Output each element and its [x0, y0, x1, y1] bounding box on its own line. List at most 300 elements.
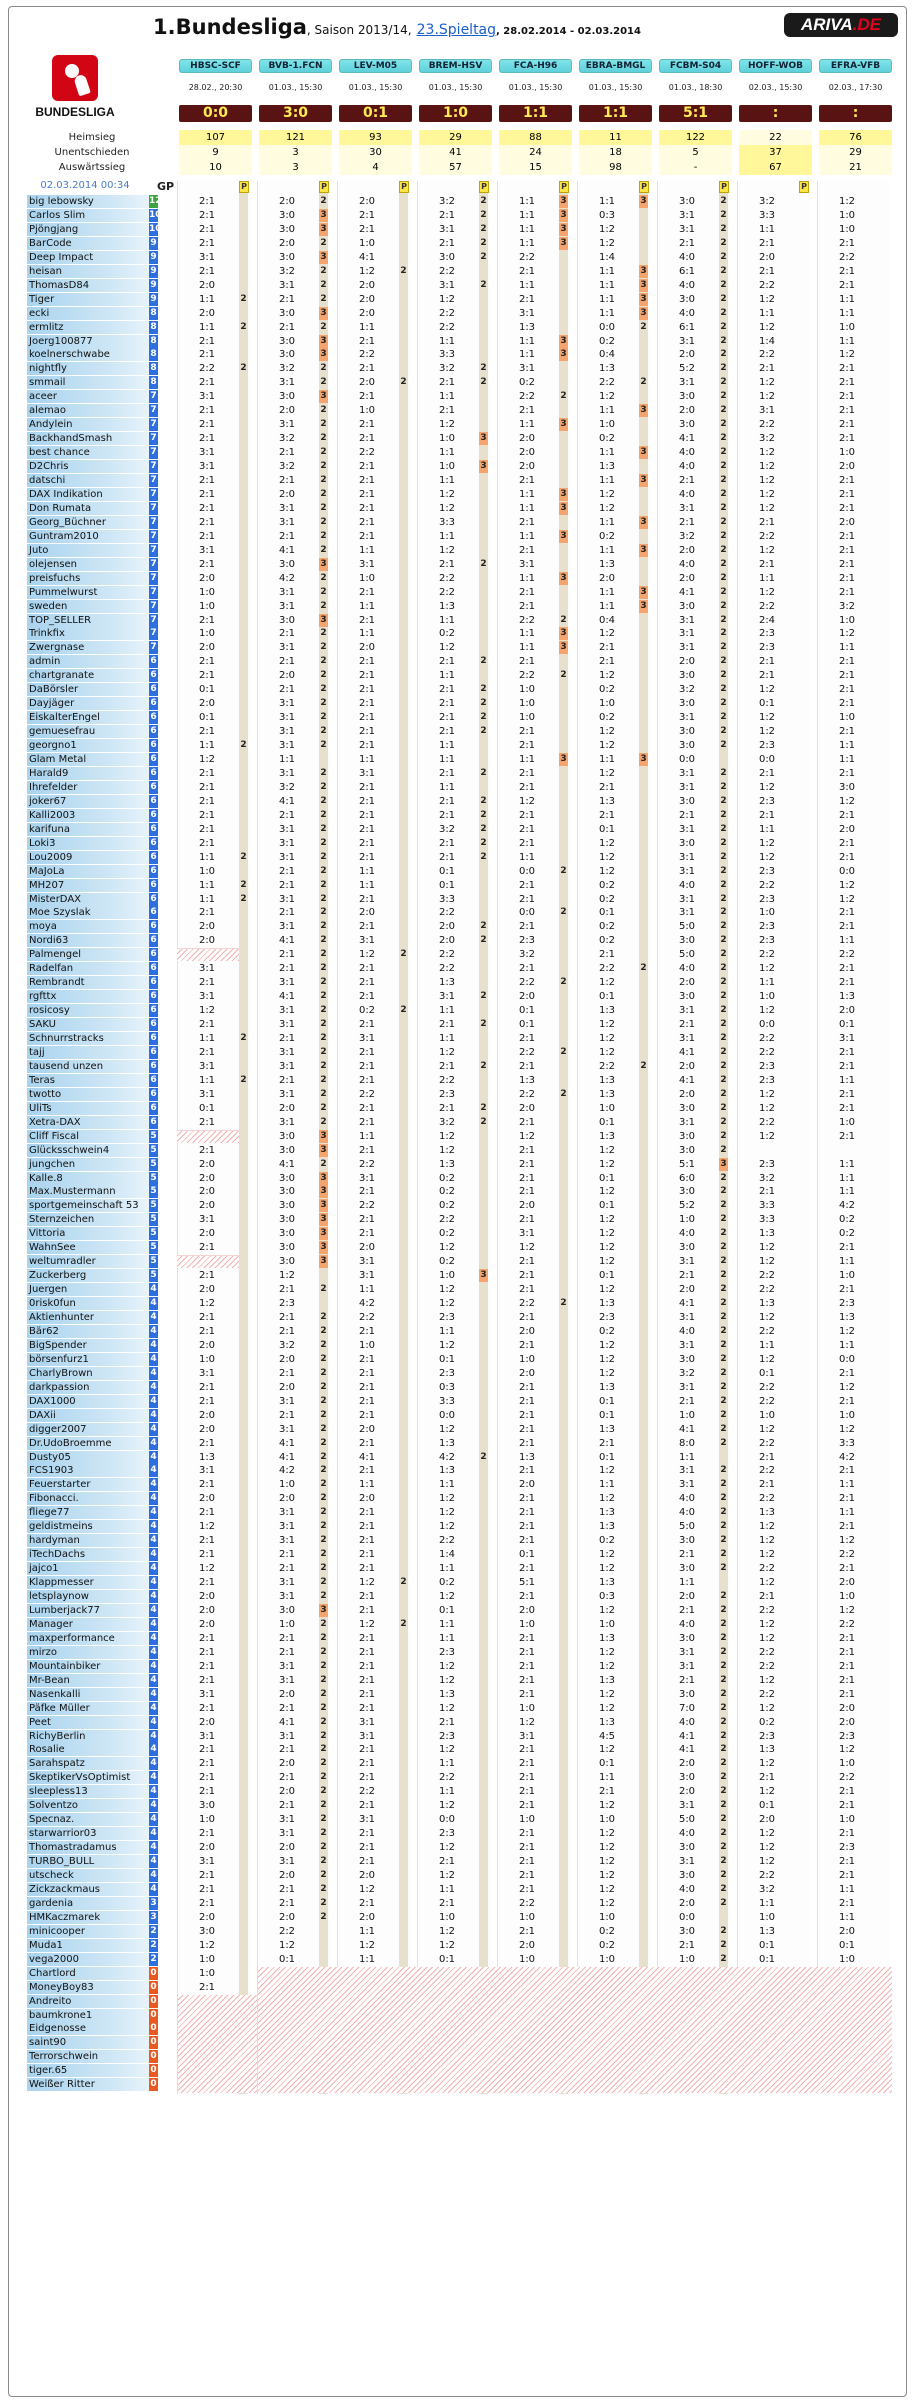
tip-value: 0:1: [838, 1019, 856, 1030]
tip-value: 1:1: [838, 642, 856, 653]
tip-value: 1:0: [838, 712, 856, 723]
tip-value: 1:0: [358, 405, 376, 416]
tip-points: 2: [320, 1591, 327, 1601]
player-name[interactable]: Dusty05: [27, 1451, 149, 1464]
player-name[interactable]: TURBO_BULL: [27, 1855, 149, 1868]
player-name[interactable]: georgno1: [27, 739, 149, 752]
tip-value: 0:2: [438, 1228, 456, 1239]
tip-value: 2:1: [358, 670, 376, 681]
player-name[interactable]: WahnSee: [27, 1241, 149, 1254]
tip-points: 2: [320, 935, 327, 945]
player-name[interactable]: Lumberjack77: [27, 1604, 149, 1617]
tip-value: 3:1: [278, 1089, 296, 1100]
player-points: 4: [150, 1884, 157, 1894]
tip-value: 0:2: [838, 1228, 856, 1239]
tip-value: 3:1: [358, 559, 376, 570]
player-name[interactable]: maxperformance: [27, 1632, 149, 1645]
tip-points: [559, 1688, 568, 1701]
tip-value: 2:1: [198, 238, 216, 249]
tip-value: 3:0: [678, 740, 696, 751]
player-name[interactable]: 0risk0fun: [27, 1297, 149, 1310]
player-name[interactable]: Chartlord: [27, 1967, 149, 1980]
player-name[interactable]: DAX Indikation: [27, 488, 149, 501]
player-name[interactable]: börsenfurz1: [27, 1353, 149, 1366]
player-name[interactable]: Glam Metal: [27, 753, 149, 766]
player-name[interactable]: Eidgenosse: [27, 2022, 149, 2035]
tip-value: 2:1: [678, 475, 696, 486]
tip-points: [639, 697, 648, 710]
player-name[interactable]: moya: [27, 920, 149, 933]
tip-points: [559, 1646, 568, 1659]
player-name[interactable]: Joerg100877: [27, 335, 149, 348]
tip-value: 3:1: [678, 336, 696, 347]
tip-value: 1:2: [758, 1828, 776, 1839]
tip-value: 1:2: [438, 1145, 456, 1156]
tip-value: 1:2: [598, 1354, 616, 1365]
player-name[interactable]: Teras: [27, 1074, 149, 1087]
player-name[interactable]: SkeptikerVsOptimist: [27, 1771, 149, 1784]
player-points: 8: [150, 377, 157, 387]
player-name[interactable]: baumkrone1: [27, 2009, 149, 2022]
tip-value: 1:1: [838, 935, 856, 946]
date-range: , 28.02.2014 - 02.03.2014: [496, 26, 641, 37]
tip-points: [399, 1325, 408, 1338]
player-name[interactable]: jajco1: [27, 1562, 149, 1575]
tip-value: 1:2: [758, 475, 776, 486]
tip-value: 1:3: [598, 1521, 616, 1532]
tip-value: 2:3: [278, 1298, 296, 1309]
tip-points: 2: [320, 1661, 327, 1671]
player-name[interactable]: TOP_SELLER: [27, 614, 149, 627]
player-name[interactable]: Glücksschwein4: [27, 1144, 149, 1157]
player-name[interactable]: ThomasD84: [27, 279, 149, 292]
tip-value: 3:0: [678, 1186, 696, 1197]
player-name[interactable]: best chance: [27, 446, 149, 459]
tip-points: [639, 1437, 648, 1450]
tip-points: 2: [320, 712, 327, 722]
player-name[interactable]: Bär62: [27, 1325, 149, 1338]
tip-value: 2:0: [278, 1786, 296, 1797]
player-name[interactable]: Dr.UdoBroemme: [27, 1437, 149, 1450]
player-name[interactable]: Zwergnase: [27, 641, 149, 654]
player-name[interactable]: Mr-Bean: [27, 1674, 149, 1687]
player-points: 4: [150, 1452, 157, 1462]
match-header-3[interactable]: BREM-HSV: [419, 59, 492, 73]
player-name[interactable]: datschi: [27, 474, 149, 487]
player-name[interactable]: Ihrefelder: [27, 781, 149, 794]
player-row: [9, 1632, 907, 1645]
tip-points: [639, 711, 648, 724]
player-name[interactable]: saint90: [27, 2036, 149, 2049]
player-points: 4: [150, 1493, 157, 1503]
player-name[interactable]: Cliff Fiscal: [27, 1130, 149, 1143]
tip-value: 4:0: [678, 489, 696, 500]
player-name[interactable]: sleepless13: [27, 1785, 149, 1798]
tip-value: 1:1: [598, 1479, 616, 1490]
tip-points: [399, 1855, 408, 1868]
player-points: 7: [150, 489, 157, 499]
player-name[interactable]: Feuerstarter: [27, 1478, 149, 1491]
tip-value: 2:3: [758, 642, 776, 653]
tip-value: 1:1: [358, 1131, 376, 1142]
player-name[interactable]: Lou2009: [27, 851, 149, 864]
player-name[interactable]: Solventzo: [27, 1799, 149, 1812]
player-name[interactable]: ermlitz: [27, 321, 149, 334]
player-name[interactable]: Weißer Ritter: [27, 2078, 149, 2091]
player-name[interactable]: chartgranate: [27, 669, 149, 682]
player-name[interactable]: Pummelwurst: [27, 586, 149, 599]
player-name[interactable]: MisterDAX: [27, 893, 149, 906]
player-name[interactable]: Andylein: [27, 418, 149, 431]
tip-value: 6:1: [678, 322, 696, 333]
tip-value: 1:1: [838, 1173, 856, 1184]
player-name[interactable]: minicooper: [27, 1925, 149, 1938]
tip-points: 2: [320, 852, 327, 862]
tip-points: [559, 1855, 568, 1868]
tip-points: [239, 1367, 248, 1380]
player-name[interactable]: Juto: [27, 544, 149, 557]
tip-points: [399, 851, 408, 864]
tip-value: 2:1: [198, 1479, 216, 1490]
tip-points: [639, 1841, 648, 1854]
tip-value: 3:1: [278, 698, 296, 709]
player-name[interactable]: DAXii: [27, 1409, 149, 1422]
player-name[interactable]: Dayjäger: [27, 697, 149, 710]
player-name[interactable]: smmail: [27, 376, 149, 389]
player-name[interactable]: gardenia: [27, 1897, 149, 1910]
tip-value: 1:2: [758, 461, 776, 472]
tip-value: 1:1: [518, 489, 536, 500]
player-name[interactable]: Andreito: [27, 1995, 149, 2008]
player-name[interactable]: Max.Mustermann: [27, 1185, 149, 1198]
tip-points: [239, 990, 248, 1003]
player-name[interactable]: CharlyBrown: [27, 1367, 149, 1380]
tip-points: [399, 906, 408, 919]
player-name[interactable]: Peet: [27, 1716, 149, 1729]
player-name[interactable]: MoneyBoy83: [27, 1981, 149, 1994]
tip-value: 1:2: [598, 866, 616, 877]
tip-points: [479, 321, 488, 334]
tip-value: 0:1: [758, 1800, 776, 1811]
match-header-1[interactable]: BVB-1.FCN: [259, 59, 332, 73]
player-name[interactable]: Muda1: [27, 1939, 149, 1952]
tip-points: 2: [720, 880, 727, 890]
tip-points: 2: [320, 921, 327, 931]
tip-points: [239, 307, 248, 320]
tip-points: [479, 265, 488, 278]
tip-value: 4:1: [678, 1047, 696, 1058]
player-name[interactable]: Klappmesser: [27, 1576, 149, 1589]
player-name[interactable]: rgfttx: [27, 990, 149, 1003]
match-header-7[interactable]: HOFF-WOB: [739, 59, 812, 73]
player-name[interactable]: preisfuchs: [27, 572, 149, 585]
player-name[interactable]: Aktienhunter: [27, 1311, 149, 1324]
player-name[interactable]: Rosalie: [27, 1743, 149, 1756]
tip-points: 2: [320, 698, 327, 708]
player-name[interactable]: Zickzackmaus: [27, 1883, 149, 1896]
player-name[interactable]: Thomastradamus: [27, 1841, 149, 1854]
player-points: 3: [150, 1898, 157, 1908]
tip-points: [239, 1841, 248, 1854]
tip-points: [399, 348, 408, 361]
tip-value: 1:2: [438, 1131, 456, 1142]
player-name[interactable]: darkpassion: [27, 1381, 149, 1394]
tip-points: [559, 1618, 568, 1631]
tip-points: 3: [640, 266, 647, 276]
player-name[interactable]: big lebowsky: [27, 195, 149, 208]
player-name[interactable]: Radelfan: [27, 962, 149, 975]
player-name[interactable]: Moe Szyslak: [27, 906, 149, 919]
tip-points: 2: [720, 796, 727, 806]
player-name[interactable]: Loki3: [27, 837, 149, 850]
tip-points: [239, 1757, 248, 1770]
tip-value: 1:1: [598, 517, 616, 528]
player-name[interactable]: rosicosy: [27, 1004, 149, 1017]
player-name[interactable]: karifuna: [27, 823, 149, 836]
player-name[interactable]: Sarahspatz: [27, 1757, 149, 1770]
player-name[interactable]: Nordi63: [27, 934, 149, 947]
player-name[interactable]: Tiger: [27, 293, 149, 306]
tip-value: 2:2: [758, 1465, 776, 1476]
player-name[interactable]: jungchen: [27, 1158, 149, 1171]
tip-value: 3:0: [678, 1103, 696, 1114]
player-name[interactable]: Kalli2003: [27, 809, 149, 822]
player-name[interactable]: Fibonacci.: [27, 1492, 149, 1505]
player-row: [9, 265, 907, 278]
tip-points: [559, 683, 568, 696]
tip-value: 3:1: [278, 824, 296, 835]
player-row: [9, 1674, 907, 1687]
player-name[interactable]: Don Rumata: [27, 502, 149, 515]
tip-points: 2: [720, 1214, 727, 1224]
player-name[interactable]: Pjöngjang: [27, 223, 149, 236]
points-header: P: [239, 181, 249, 193]
player-points: 4: [150, 1633, 157, 1643]
player-name[interactable]: MaJoLa: [27, 865, 149, 878]
player-name[interactable]: tajj: [27, 1046, 149, 1059]
player-name[interactable]: Harald9: [27, 767, 149, 780]
player-name[interactable]: ecki: [27, 307, 149, 320]
tip-value: 3:1: [678, 503, 696, 514]
player-name[interactable]: EiskalterEngel: [27, 711, 149, 724]
tip-value: 2:1: [438, 838, 456, 849]
tip-points: [479, 1841, 488, 1854]
player-name[interactable]: Carlos Slim: [27, 209, 149, 222]
player-name[interactable]: alemao: [27, 404, 149, 417]
tip-value: 2:0: [198, 1717, 216, 1728]
match-header-2[interactable]: LEV-M05: [339, 59, 412, 73]
player-name[interactable]: Schnurrstracks: [27, 1032, 149, 1045]
tip-points: [399, 1841, 408, 1854]
player-name[interactable]: Palmengel: [27, 948, 149, 961]
player-name[interactable]: utscheck: [27, 1869, 149, 1882]
player-name[interactable]: hardyman: [27, 1534, 149, 1547]
player-name[interactable]: Manager: [27, 1618, 149, 1631]
ariva-logo[interactable]: [784, 13, 898, 37]
player-name[interactable]: geldistmeins: [27, 1520, 149, 1533]
tip-points: 2: [480, 838, 487, 848]
tip-value: 3:1: [678, 1647, 696, 1658]
tip-points: 2: [720, 475, 727, 485]
player-name[interactable]: RichyBerlin: [27, 1730, 149, 1743]
match-header-8[interactable]: EFRA-VFB: [819, 59, 892, 73]
tip-value: 4:0: [678, 880, 696, 891]
player-name[interactable]: gemuesefrau: [27, 725, 149, 738]
player-name[interactable]: SAKU: [27, 1018, 149, 1031]
player-name[interactable]: MH207: [27, 879, 149, 892]
tip-value: 2:1: [838, 838, 856, 849]
player-name[interactable]: BackhandSmash: [27, 432, 149, 445]
match-header-4[interactable]: FCA-H96: [499, 59, 572, 73]
player-name[interactable]: joker67: [27, 795, 149, 808]
player-name[interactable]: heisan: [27, 265, 149, 278]
tip-points: [399, 1813, 408, 1826]
tip-value: 2:1: [198, 1870, 216, 1881]
player-points: 7: [150, 587, 157, 597]
tip-value: 2:2: [758, 531, 776, 542]
match-header-5[interactable]: EBRA-BMGL: [579, 59, 652, 73]
player-name[interactable]: letsplaynow: [27, 1590, 149, 1603]
player-name[interactable]: Deep Impact: [27, 251, 149, 264]
tip-value: 0:0: [438, 1814, 456, 1825]
tip-points: [239, 711, 248, 724]
tip-points: 3: [640, 405, 647, 415]
player-name[interactable]: D2Chris: [27, 460, 149, 473]
tip-value: 1:1: [438, 615, 456, 626]
tip-value: 2:2: [438, 573, 456, 584]
player-name[interactable]: Juergen: [27, 1283, 149, 1296]
tip-value: 1:2: [758, 294, 776, 305]
player-name[interactable]: Vittoria: [27, 1227, 149, 1240]
player-row: [9, 1018, 907, 1031]
player-name[interactable]: sportgemeinschaft 53: [27, 1199, 149, 1212]
player-points: 7: [150, 545, 157, 555]
player-name[interactable]: twotto: [27, 1088, 149, 1101]
match-header-0[interactable]: HBSC-SCF: [179, 59, 252, 73]
tip-points: [559, 1116, 568, 1129]
player-name[interactable]: koelnerschwabe: [27, 348, 149, 361]
player-name[interactable]: HMKaczmarek: [27, 1911, 149, 1924]
tip-value: 1:2: [598, 238, 616, 249]
player-name[interactable]: Sternzeichen: [27, 1213, 149, 1226]
player-name[interactable]: DAX1000: [27, 1395, 149, 1408]
tip-value: 1:2: [598, 1828, 616, 1839]
tip-points: [479, 1813, 488, 1826]
tip-points: 2: [720, 433, 727, 443]
tip-value: 1:2: [198, 1563, 216, 1574]
player-name[interactable]: digger2007: [27, 1423, 149, 1436]
tip-value: 3:1: [278, 1424, 296, 1435]
tip-value: 2:1: [678, 1605, 696, 1616]
tip-points: [399, 725, 408, 738]
player-name[interactable]: tiger.65: [27, 2064, 149, 2077]
player-name[interactable]: Zuckerberg: [27, 1269, 149, 1282]
player-name[interactable]: fliege77: [27, 1506, 149, 1519]
tip-value: 3:1: [198, 991, 216, 1002]
tip-value: 2:1: [518, 1926, 536, 1937]
player-row: [9, 335, 907, 348]
tip-value: 3:1: [678, 628, 696, 639]
player-name[interactable]: Georg_Büchner: [27, 516, 149, 529]
tip-points: 2: [320, 1354, 327, 1364]
match-header-6[interactable]: FCBM-S04: [659, 59, 732, 73]
player-name[interactable]: Specnaz.: [27, 1813, 149, 1826]
player-name[interactable]: starwarrior03: [27, 1827, 149, 1840]
tip-value: 3:0: [678, 670, 696, 681]
player-name[interactable]: Nasenkalli: [27, 1688, 149, 1701]
tip-value: 2:2: [518, 977, 536, 988]
player-name[interactable]: tausend unzen: [27, 1060, 149, 1073]
tip-points: 2: [720, 1898, 727, 1908]
match-date: 02.03., 15:30: [748, 83, 803, 92]
tip-value: 3:0: [278, 210, 296, 221]
player-name[interactable]: UliTs: [27, 1102, 149, 1115]
tip-value: 1:2: [598, 489, 616, 500]
tip-points: [479, 1632, 488, 1645]
player-name[interactable]: weltumradler: [27, 1255, 149, 1268]
player-name[interactable]: Terrorschwein: [27, 2050, 149, 2063]
player-points: 6: [150, 991, 157, 1001]
player-name[interactable]: olejensen: [27, 558, 149, 571]
player-name[interactable]: Guntram2010: [27, 530, 149, 543]
tip-points: 2: [720, 1061, 727, 1071]
tip-value: 1:2: [758, 782, 776, 793]
player-name[interactable]: mirzo: [27, 1646, 149, 1659]
player-name[interactable]: Rembrandt: [27, 976, 149, 989]
player-points: 5: [150, 1186, 157, 1196]
player-name[interactable]: FCS1903: [27, 1464, 149, 1477]
tip-value: 2:2: [598, 963, 616, 974]
player-name[interactable]: admin: [27, 655, 149, 668]
tip-value: 2:2: [358, 447, 376, 458]
player-row: [9, 697, 907, 710]
player-name[interactable]: Mountainbiker: [27, 1660, 149, 1673]
player-row: [9, 1241, 907, 1254]
tip-points: 3: [320, 1200, 327, 1210]
tip-points: [559, 1060, 568, 1073]
tip-value: 2:0: [598, 573, 616, 584]
player-name[interactable]: DaBörsler: [27, 683, 149, 696]
player-name[interactable]: Xetra-DAX: [27, 1116, 149, 1129]
tip-points: 2: [720, 1647, 727, 1657]
tip-points: 3: [640, 475, 647, 485]
tip-points: [479, 293, 488, 306]
tip-value: 1:2: [758, 545, 776, 556]
matchday-link[interactable]: 23.Spieltag: [416, 22, 497, 38]
player-name[interactable]: BarCode: [27, 237, 149, 250]
player-name[interactable]: Kalle.8: [27, 1172, 149, 1185]
tip-points: 2: [400, 949, 407, 959]
player-name[interactable]: iTechDachs: [27, 1548, 149, 1561]
tip-points: [559, 920, 568, 933]
tip-points: 2: [320, 894, 327, 904]
player-name[interactable]: nightfly: [27, 362, 149, 375]
player-points: 5: [150, 1173, 157, 1183]
match-stat-away: 67: [739, 160, 812, 175]
player-name[interactable]: aceer: [27, 390, 149, 403]
player-name[interactable]: BigSpender: [27, 1339, 149, 1352]
player-name[interactable]: Trinkfix: [27, 627, 149, 640]
player-row: [9, 1060, 907, 1073]
tip-value: 1:2: [838, 1605, 856, 1616]
player-name[interactable]: vega2000: [27, 1953, 149, 1966]
tip-points: 2: [240, 894, 247, 904]
player-name[interactable]: sweden: [27, 600, 149, 613]
player-name[interactable]: Päfke Müller: [27, 1702, 149, 1715]
tip-points: [639, 1074, 648, 1087]
tip-value: 1:2: [198, 1521, 216, 1532]
tip-value: 0:2: [598, 894, 616, 905]
